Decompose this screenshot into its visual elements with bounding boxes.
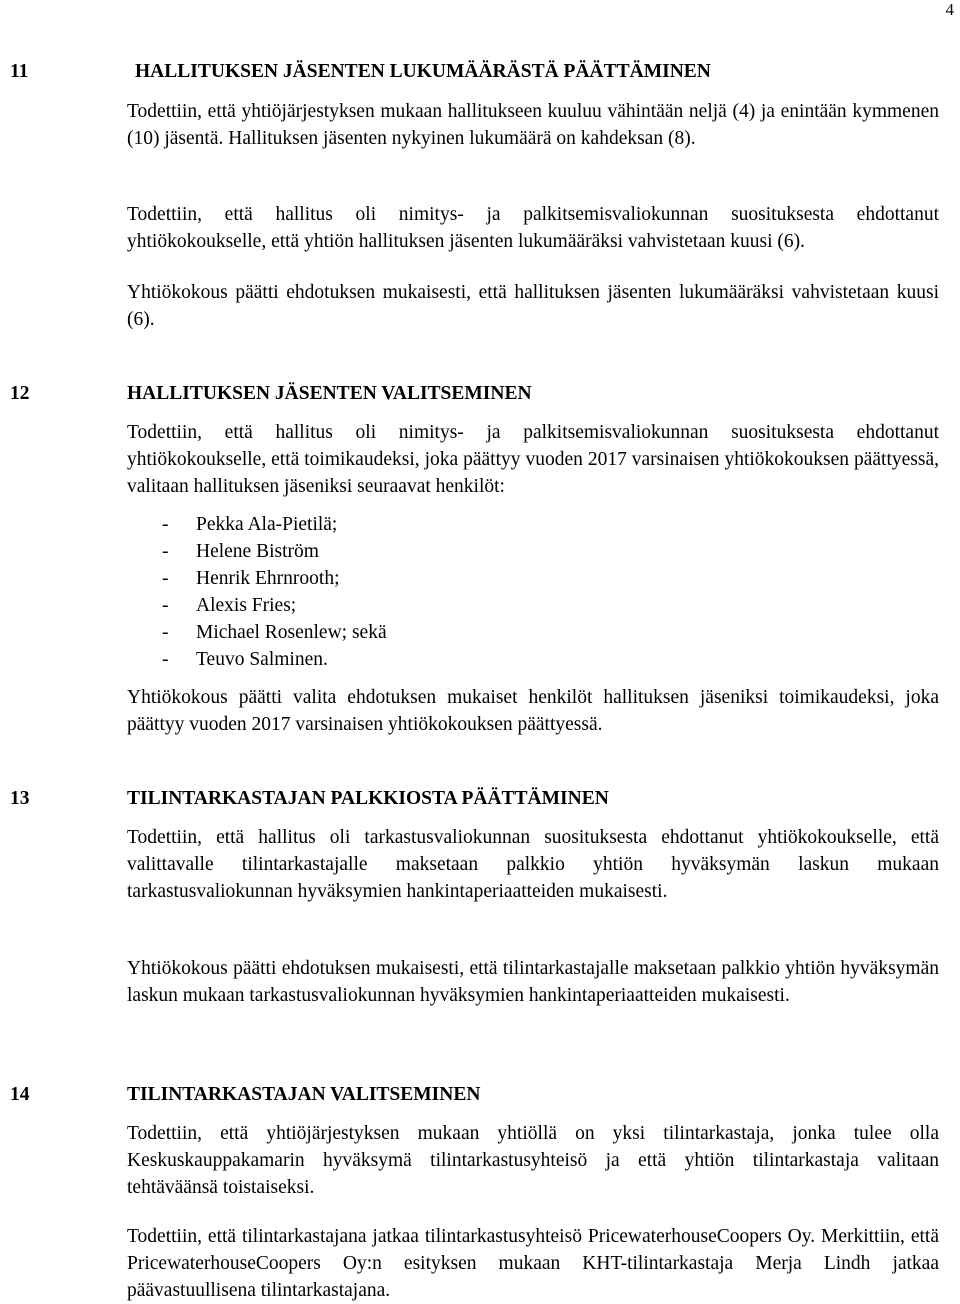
page-number: 4 <box>945 0 954 19</box>
member-name: Michael Rosenlew; sekä <box>196 622 387 643</box>
paragraph: Yhtiökokous päätti valita ehdotuksen mukaiset henkilöt hallituksen jäseniksi toimikaudeksi, joka päättyy vuoden 2017 varsinaisen yhtiökokouksen päättyessä. <box>127 687 939 735</box>
section-title: TILINTARKASTAJAN VALITSEMINEN <box>127 1084 481 1105</box>
list-dash: - <box>162 541 169 562</box>
member-name: Helene Biström <box>196 541 319 562</box>
list-dash: - <box>162 622 169 643</box>
paragraph: Todettiin, että yhtiöjärjestyksen mukaan hallitukseen kuuluu vähintään neljä (4) ja enintään kymmenen (10) jäsentä. Hallituksen jäsenten nykyinen lukumäärä on kahdeksan (8). <box>127 101 939 149</box>
member-name: Teuvo Salminen. <box>196 649 328 670</box>
member-name: Pekka Ala-Pietilä; <box>196 514 338 535</box>
section-title: HALLITUKSEN JÄSENTEN LUKUMÄÄRÄSTÄ PÄÄTTÄMINEN <box>135 61 711 82</box>
paragraph: Yhtiökokous päätti ehdotuksen mukaisesti, että hallituksen jäsenten lukumääräksi vahvistetaan kuusi (6). <box>127 282 939 330</box>
section-number: 13 <box>10 788 30 809</box>
section-number: 14 <box>10 1084 30 1105</box>
section-title: HALLITUKSEN JÄSENTEN VALITSEMINEN <box>127 383 532 404</box>
paragraph: Todettiin, että hallitus oli tarkastusvaliokunnan suosituksesta ehdottanut yhtiökokoukselle, että valittavalle tilintarkastajalle maksetaan palkkio yhtiön hyväksymän laskun mukaan tarkastusvaliokunnan hyväksymien hankintaperiaatteiden mukaisesti. <box>127 827 939 902</box>
paragraph: Todettiin, että yhtiöjärjestyksen mukaan yhtiöllä on yksi tilintarkastaja, jonka tulee olla Keskuskauppakamarin hyväksymä tilintarkastusyhteisö ja että yhtiön tilintarkastaja valitaan tehtäväänsä toistaiseksi. <box>127 1123 939 1198</box>
list-dash: - <box>162 514 169 535</box>
section-number: 11 <box>10 61 29 82</box>
section-number: 12 <box>10 383 30 404</box>
member-name: Henrik Ehrnrooth; <box>196 568 340 589</box>
member-name: Alexis Fries; <box>196 595 297 616</box>
paragraph: Todettiin, että hallitus oli nimitys- ja palkitsemisvaliokunnan suosituksesta ehdottanut yhtiökokoukselle, että toimikaudeksi, joka päättyy vuoden 2017 varsinaisen yhtiökokouksen päättyessä, valitaan hallituksen jäseniksi seuraavat henkilöt: <box>127 422 939 497</box>
paragraph: Yhtiökokous päätti ehdotuksen mukaisesti, että tilintarkastajalle maksetaan palkkio yhtiön hyväksymän laskun mukaan tarkastusvaliokunnan hyväksymien hankintaperiaatteiden mukaisesti. <box>127 958 939 1006</box>
section-title: TILINTARKASTAJAN PALKKIOSTA PÄÄTTÄMINEN <box>127 788 609 809</box>
paragraph: Todettiin, että tilintarkastajana jatkaa tilintarkastusyhteisö PricewaterhouseCoopers Oy. Merkittiin, että PricewaterhouseCoopers Oy:n esityksen mukaan KHT-tilintarkastaja Merja Lindh jatkaa päävastuullisena tilintarkastajana. <box>127 1226 939 1301</box>
list-dash: - <box>162 595 169 616</box>
list-dash: - <box>162 568 169 589</box>
list-dash: - <box>162 649 169 670</box>
paragraph: Todettiin, että hallitus oli nimitys- ja palkitsemisvaliokunnan suosituksesta ehdottanut yhtiökokoukselle, että yhtiön hallituksen jäsenten lukumääräksi vahvistetaan kuusi (6). <box>127 204 939 252</box>
